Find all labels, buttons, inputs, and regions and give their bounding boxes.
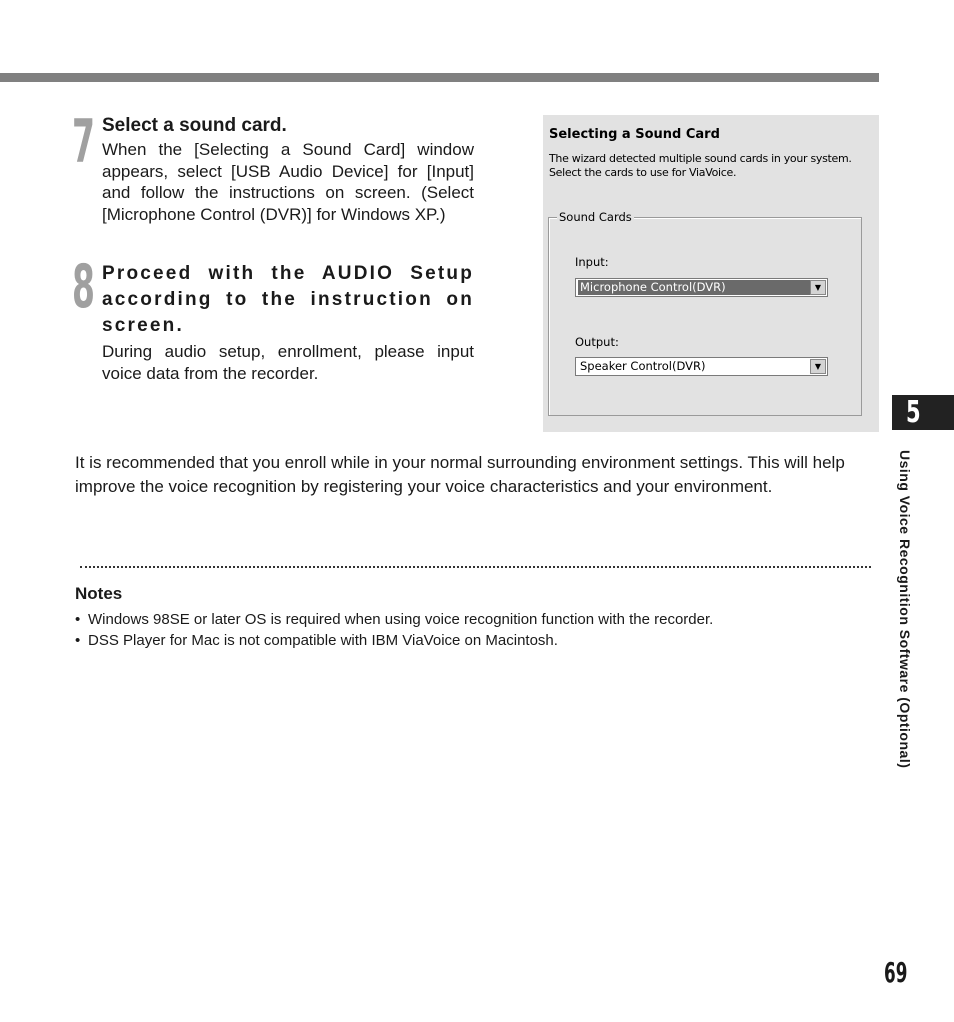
bullet-icon: •	[75, 632, 81, 649]
dotted-divider	[80, 566, 871, 568]
output-select[interactable]	[575, 357, 828, 376]
chapter-tab	[892, 395, 954, 430]
dialog-description: The wizard detected multiple sound cards in your system. Select the cards to use for ViaVoice.	[549, 152, 852, 179]
step-body: During audio setup, enrollment, please input voice data from the recorder.	[102, 342, 474, 383]
chapter-number: 5	[906, 395, 921, 430]
notes-list	[75, 609, 713, 651]
input-label: Input:	[575, 255, 609, 269]
sound-card-dialog-screenshot	[543, 115, 879, 432]
step-8	[102, 261, 474, 384]
dialog-title: Selecting a Sound Card	[549, 127, 720, 142]
step-7	[102, 113, 474, 225]
sound-cards-group	[548, 210, 862, 416]
recommendation-paragraph: It is recommended that you enroll while in your normal surrounding environment settings. This will help improve the voice recognition by registering your voice characteristics and your environment.	[75, 453, 845, 496]
dropdown-arrow-icon[interactable]: ▼	[810, 280, 826, 295]
step-number-8: 8	[72, 252, 95, 322]
notes-heading: Notes	[75, 584, 123, 603]
output-select-value: Speaker Control(DVR)	[580, 359, 706, 373]
step-title: Select a sound card.	[102, 115, 287, 136]
header-bar	[0, 73, 879, 82]
step-body: When the [Selecting a Sound Card] window appears, select [USB Audio Device] for [Input] and follow the instructions on screen. (Select [Microphone Control (DVR)] for Windows XP.)	[102, 140, 474, 224]
step-title: Proceed with the AUDIO Setup according to the instruction on screen.	[102, 263, 474, 336]
output-label: Output:	[575, 335, 619, 349]
list-item	[75, 609, 713, 630]
note-text: DSS Player for Mac is not compatible with IBM ViaVoice on Macintosh.	[88, 632, 558, 649]
dropdown-arrow-icon[interactable]: ▼	[810, 359, 826, 374]
side-section-title: Using Voice Recognition Software (Optional)	[897, 450, 913, 769]
input-select[interactable]	[575, 278, 828, 297]
input-select-value: Microphone Control(DVR)	[578, 280, 810, 295]
page-number: 69	[884, 956, 908, 989]
bullet-icon: •	[75, 611, 81, 628]
group-label: Sound Cards	[559, 210, 632, 224]
list-item	[75, 630, 713, 651]
step-number-7: 7	[72, 107, 95, 177]
note-text: Windows 98SE or later OS is required when using voice recognition function with the recorder.	[88, 611, 714, 628]
